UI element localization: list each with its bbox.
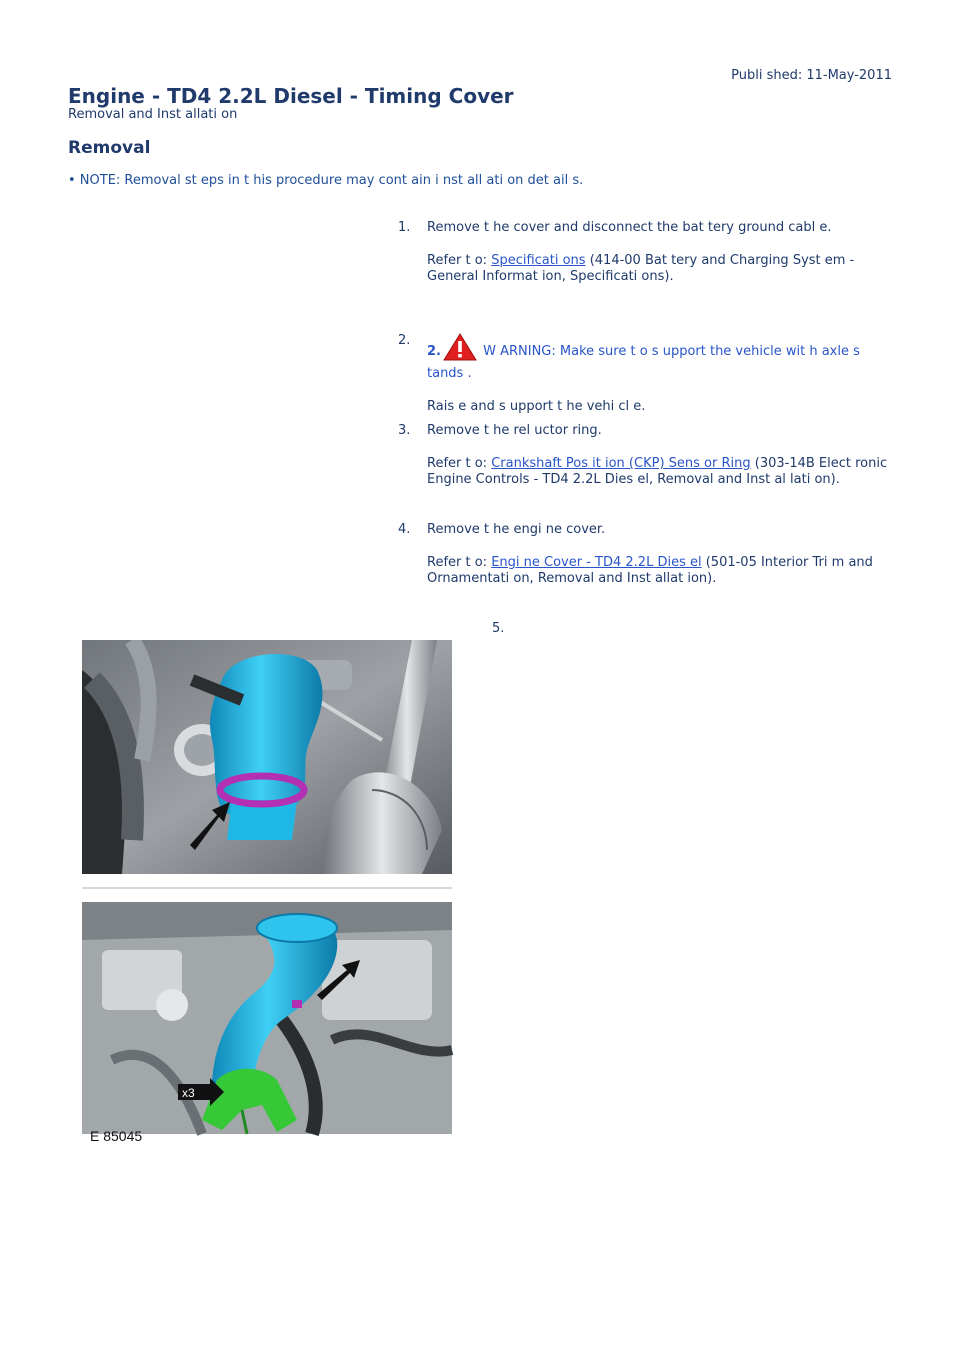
warning-triangle-icon [443, 333, 477, 366]
upper-view [82, 640, 452, 874]
step-number: 4. [398, 522, 411, 537]
step-5-number: 5. [492, 621, 505, 636]
step-text: Remove t he rel uctor ring. [427, 423, 602, 438]
step-text: Remove t he cover and disconnect the bat tery ground cabl e. [427, 220, 832, 235]
step-reference [427, 253, 897, 285]
step-text: Remove t he engi ne cover. [427, 522, 606, 537]
specifications-link[interactable]: Specificati ons [491, 253, 586, 268]
step-reference [427, 555, 897, 587]
step-reference [427, 456, 897, 488]
refer-prefix: Refer t o: [427, 555, 492, 570]
page-subtitle: Removal and Inst allati on [68, 107, 238, 122]
section-heading: Removal [68, 138, 151, 158]
published-date: Publi shed: 11-May-2011 [731, 68, 892, 83]
refer-suffix: (414-00 Bat tery and Charging Syst em - General Informat ion, Specificati ons). [427, 253, 855, 284]
step-number: 2. [398, 333, 411, 348]
refer-prefix: Refer t o: [427, 456, 492, 471]
page-title: Engine - TD4 2.2L Diesel - Timing Cover [68, 84, 514, 108]
lower-view [82, 902, 452, 1134]
removal-note: • NOTE: Removal st eps in t his procedure may cont ain i nst all ati on det ail s. [68, 173, 584, 188]
engine-cover-link[interactable]: Engi ne Cover - TD4 2.2L Dies el [491, 555, 702, 570]
refer-prefix: Refer t o: [427, 253, 492, 268]
step-number: 1. [398, 220, 411, 235]
step-text: Rais e and s upport t he vehi cl e. [427, 399, 646, 414]
refer-suffix: (501-05 Interior Tri m and Ornamentati on, Removal and Inst allat ion). [427, 555, 873, 586]
step-number: 3. [398, 423, 411, 438]
engine-illustration [82, 640, 454, 1146]
warning-label: 2. [427, 344, 441, 359]
warning-text [427, 333, 897, 382]
warning-message: W ARNING: Make sure t o s upport the vehicle wit h axle s tands . [427, 344, 860, 381]
ckp-sensor-ring-link[interactable]: Crankshaft Pos it ion (CKP) Sens or Ring [491, 456, 751, 471]
svg-text:x3: x3 [182, 1086, 195, 1100]
figure-caption: E 85045 [90, 1128, 143, 1144]
refer-suffix: (303-14B Elect ronic Engine Controls - TD4 2.2L Dies el, Removal and Inst al lati on). [427, 456, 888, 487]
